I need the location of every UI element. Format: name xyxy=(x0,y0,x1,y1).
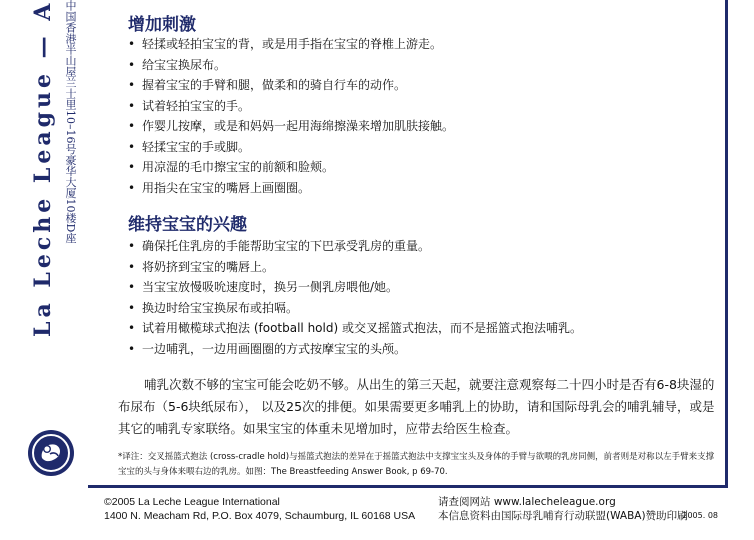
list-item: • 轻揉或轻拍宝宝的背，或是用手指在宝宝的脊椎上游走。 xyxy=(128,34,718,55)
interest-list xyxy=(128,236,718,359)
list-item: • 试着用橄榄球式抱法 (football hold) 或交叉摇篮式抱法，而不是摇篮式抱法哺乳。 xyxy=(128,318,718,339)
list-item: • 一边哺乳，一边用画圈圈的方式按摩宝宝的头颅。 xyxy=(128,339,718,360)
website-text: 请查阅网站 www.lalecheleague.org xyxy=(438,496,616,508)
print-date: 2005. 08 xyxy=(682,511,718,520)
section-heading-stimulation: 增加刺激 xyxy=(128,15,196,35)
list-item: • 确保托住乳房的手能帮助宝宝的下巴承受乳房的重量。 xyxy=(128,236,718,257)
list-item: • 用指尖在宝宝的嘴唇上画圈圈。 xyxy=(128,178,718,199)
list-item: • 试着轻拍宝宝的手。 xyxy=(128,96,718,117)
advice-paragraph: 哺乳次数不够的宝宝可能会吃奶不够。从出生的第三天起，就要注意观察每二十四小时是否有6-8块湿的布尿布（5-6块纸尿布）， 以及25次的排便。如果需要更多哺乳上的协助，请和国际母乳会的哺乳辅导，或是其它的哺乳专家联络。如果宝宝的体重未见增加时，应带去给医生检查。 xyxy=(118,377,715,436)
translator-note: *译注：交叉摇篮式抱法 (cross-cradle hold)与摇篮式抱法的差异在于摇篮式抱法中支撑宝宝头及身体的手臂与欲喂的乳房同侧，前者则是对称以左手臂来支撑宝宝的头与身体来喂右边的乳房。如图：The Breastfeeding Answer Book, p 69-70. xyxy=(118,452,715,477)
vertical-address: 中国香港半山屋兰士里10–16号豪华大厦10楼D座 xyxy=(64,0,77,244)
list-item: • 轻揉宝宝的手或脚。 xyxy=(128,137,718,158)
list-item: • 用凉湿的毛巾擦宝宝的前额和脸颊。 xyxy=(128,157,718,178)
section-heading-interest: 维持宝宝的兴趣 xyxy=(128,215,247,235)
stimulation-list xyxy=(128,34,718,198)
list-item: • 换边时给宝宝换尿布或拍嗝。 xyxy=(128,298,718,319)
footer-right xyxy=(438,495,728,523)
list-item: • 当宝宝放慢吸吮速度时，换另一侧乳房喂他/她。 xyxy=(128,277,718,298)
footer-left xyxy=(104,495,415,523)
list-item: • 握着宝宝的手臂和腿，做柔和的骑自行车的动作。 xyxy=(128,75,718,96)
list-item: • 将奶挤到宝宝的嘴唇上。 xyxy=(128,257,718,278)
postal-address: 1400 N. Meacham Rd, P.O. Box 4079, Schaumburg, IL 60168 USA xyxy=(104,510,416,522)
list-item: • 给宝宝换尿布。 xyxy=(128,55,718,76)
lll-logo-icon xyxy=(26,428,76,478)
sponsor-text: 本信息资料由国际母乳哺育行动联盟(WABA)赞助印刷 xyxy=(438,510,688,522)
copyright-text: ©2005 La Leche League International xyxy=(104,496,280,508)
sidebar xyxy=(0,0,88,488)
vertical-title: La Leche League — A xyxy=(30,0,56,338)
list-item: • 作婴儿按摩，或是和妈妈一起用海绵擦澡来增加肌肤接触。 xyxy=(128,116,718,137)
